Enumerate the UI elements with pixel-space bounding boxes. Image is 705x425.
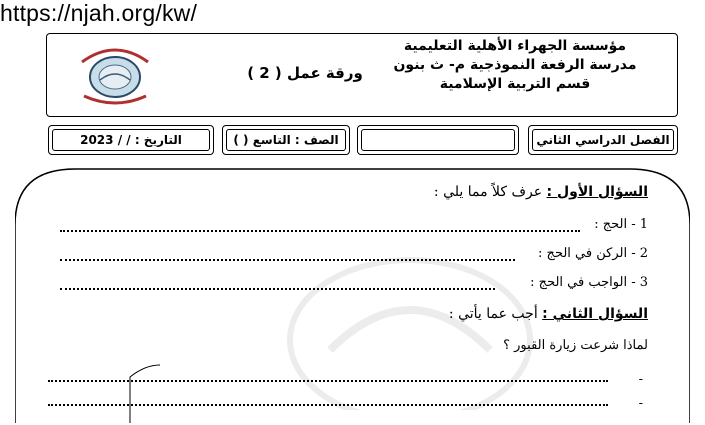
school-logo-icon — [70, 40, 160, 110]
q2-bullet-1: - — [638, 372, 643, 387]
answer-line-5[interactable] — [48, 404, 608, 406]
question-1-heading — [434, 184, 648, 200]
semester-box-border — [532, 129, 674, 151]
semester-box — [528, 125, 678, 155]
answer-line-4[interactable] — [48, 380, 608, 382]
date-box-border — [52, 129, 210, 151]
date-label: التاريخ : / / 2023 — [80, 133, 182, 147]
question-2-label: السؤال الثاني : — [542, 306, 648, 322]
question-1-label: السؤال الأول : — [546, 184, 648, 200]
q1-item-2: 2 - الركن في الحج : — [538, 246, 648, 261]
semester-label: الفصل الدراسي الثاني — [536, 133, 670, 147]
school-name: مدرسة الرفعة النموذجية م- ث بنون — [393, 57, 637, 73]
question-1-prompt: عرف كلاً مما يلي : — [433, 184, 547, 200]
answer-line-1[interactable] — [60, 230, 580, 232]
grade-box — [222, 125, 350, 155]
q1-item-3: 3 - الواجب في الحج : — [530, 275, 648, 290]
grade-box-border — [226, 129, 346, 151]
answer-line-3[interactable] — [60, 288, 495, 290]
name-box-border — [361, 129, 515, 151]
question-2-prompt: أجب عما يأتي : — [448, 306, 543, 322]
question-2-heading — [449, 306, 648, 322]
grade-label: الصف : التاسع ( ) — [233, 133, 339, 147]
q2-bullet-2: - — [638, 396, 643, 411]
q2-question: لماذا شرعت زيارة القبور ؟ — [503, 338, 648, 353]
name-box[interactable] — [357, 125, 519, 155]
organization-block — [365, 37, 665, 94]
date-box — [48, 125, 214, 155]
q1-item-1: 1 - الحج : — [594, 217, 648, 232]
source-url: https://njah.org/kw/ — [0, 0, 198, 26]
answer-line-2[interactable] — [60, 259, 515, 261]
worksheet-title: ورقة عمل ( 2 ) — [247, 64, 363, 82]
department-name: قسم التربية الإسلامية — [439, 76, 591, 92]
org-name: مؤسسة الجهراء الأهلية التعليمية — [403, 38, 627, 54]
